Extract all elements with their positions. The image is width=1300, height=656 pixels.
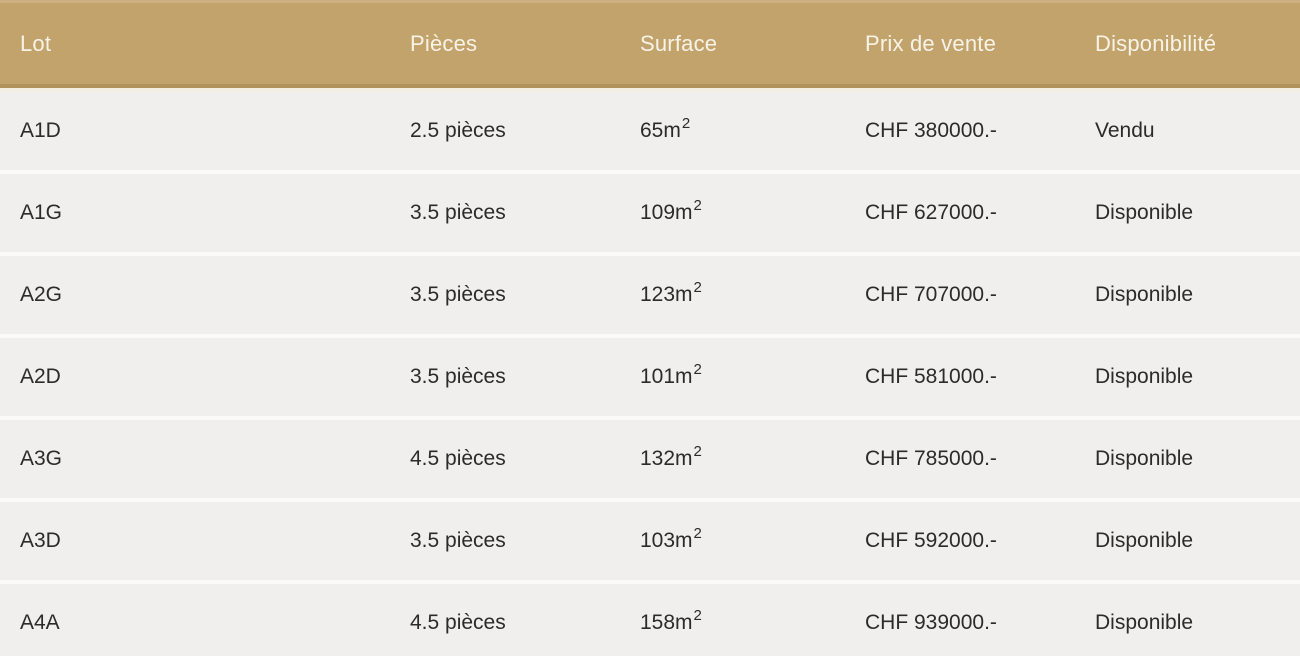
table-header-row: [0, 0, 1300, 88]
availability-cell: Disponible: [1095, 283, 1194, 306]
table-row[interactable]: [0, 338, 1300, 416]
availability-cell: Disponible: [1095, 529, 1194, 552]
lot-cell: A1D: [20, 119, 61, 142]
price-cell: CHF 627000.-: [865, 201, 997, 224]
pieces-cell: 3.5 pièces: [410, 283, 506, 306]
surface-exponent: 2: [693, 196, 702, 214]
surface-cell: [620, 420, 845, 498]
surface-value: 109m: [640, 201, 693, 224]
lot-cell: A2G: [20, 283, 63, 306]
price-cell: CHF 380000.-: [865, 119, 997, 142]
pieces-cell: 3.5 pièces: [410, 529, 506, 552]
table-row[interactable]: [0, 502, 1300, 580]
surface-cell: [620, 174, 845, 252]
table-row[interactable]: [0, 420, 1300, 498]
surface-cell: [620, 584, 845, 656]
surface-value: 65m: [640, 119, 681, 142]
availability-cell: Disponible: [1095, 365, 1194, 388]
price-cell: CHF 785000.-: [865, 447, 997, 470]
lot-cell: A2D: [20, 365, 61, 388]
surface-exponent: 2: [693, 278, 702, 296]
availability-cell: Disponible: [1095, 201, 1194, 224]
price-cell: CHF 707000.-: [865, 283, 997, 306]
lot-cell: A3G: [20, 447, 63, 470]
surface-exponent: 2: [681, 114, 691, 132]
surface-exponent: 2: [693, 606, 702, 624]
surface-value: 101m: [640, 365, 693, 388]
pieces-cell: 2.5 pièces: [410, 119, 506, 142]
surface-value: 103m: [640, 529, 693, 552]
pieces-cell: 3.5 pièces: [410, 201, 506, 224]
price-cell: CHF 939000.-: [865, 611, 997, 634]
pieces-cell: 3.5 pièces: [410, 365, 506, 388]
availability-cell: Vendu: [1095, 119, 1155, 142]
lot-cell: A3D: [20, 529, 61, 552]
table-row[interactable]: [0, 256, 1300, 334]
lot-cell: A4A: [20, 611, 60, 634]
surface-value: 123m: [640, 283, 693, 306]
surface-value: 158m: [640, 611, 693, 634]
surface-exponent: 2: [693, 524, 702, 542]
price-cell: CHF 581000.-: [865, 365, 997, 388]
price-cell: CHF 592000.-: [865, 529, 997, 552]
column-header-price: Prix de vente: [865, 30, 997, 56]
column-header-availability: Disponibilité: [1095, 30, 1217, 56]
lot-cell: A1G: [20, 201, 63, 224]
pieces-cell: 4.5 pièces: [410, 447, 506, 470]
column-header-surface: Surface: [640, 30, 718, 56]
column-header-lot: Lot: [20, 30, 52, 56]
pieces-cell: 4.5 pièces: [410, 611, 506, 634]
table-row[interactable]: [0, 584, 1300, 656]
surface-exponent: 2: [693, 442, 702, 460]
availability-cell: Disponible: [1095, 447, 1194, 470]
availability-cell: Disponible: [1095, 611, 1194, 634]
surface-cell: [620, 92, 845, 170]
table-row[interactable]: [0, 174, 1300, 252]
surface-cell: [620, 502, 845, 580]
surface-exponent: 2: [693, 360, 702, 378]
column-header-pieces: Pièces: [410, 30, 478, 56]
table-row[interactable]: [0, 92, 1300, 170]
surface-cell: [620, 338, 845, 416]
surface-cell: [620, 256, 845, 334]
surface-value: 132m: [640, 447, 693, 470]
